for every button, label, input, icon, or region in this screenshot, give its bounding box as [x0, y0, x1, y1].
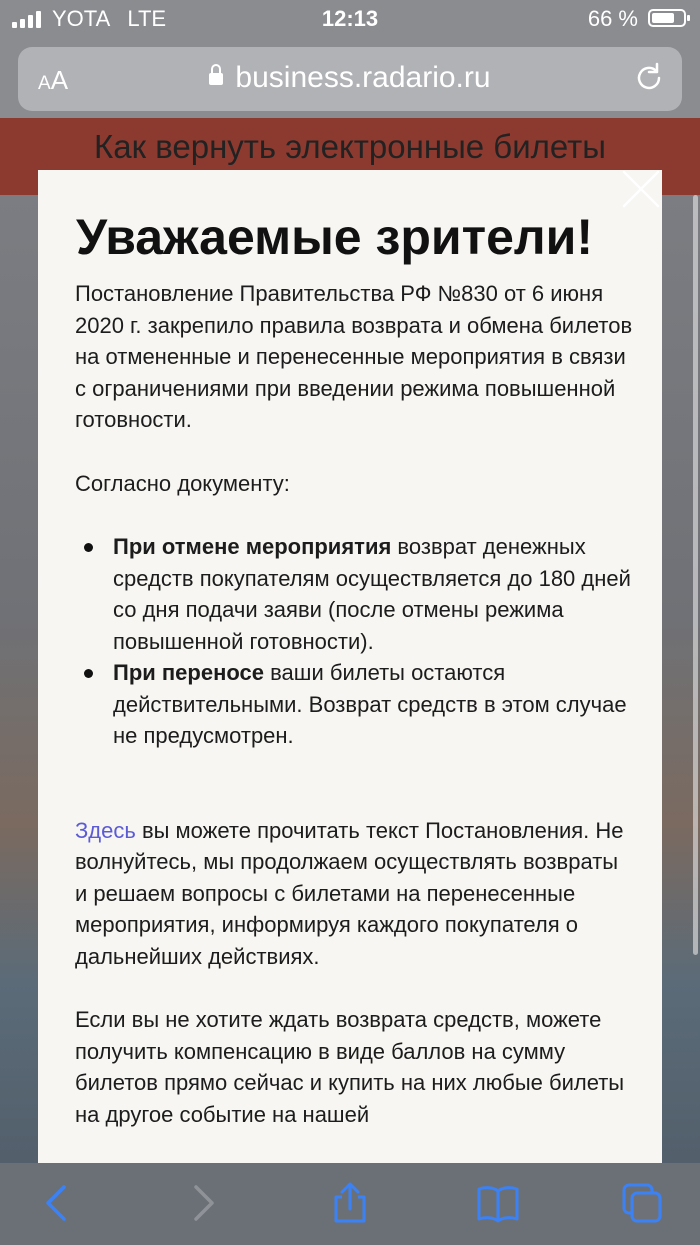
- bullet-text: возврат денежных средств покупателям осуществляется до 180 дней со дня подачи заяви (после отмены режима повышенной готовности).: [113, 534, 631, 654]
- bookmarks-icon[interactable]: [476, 1181, 520, 1225]
- clock: 12:13: [321, 6, 379, 31]
- intro-paragraph: Постановление Правительства РФ №830 от 6 июня 2020 г. закрепило правила возврата и обмена билетов на отмененные и перенесенные мероприятия в связи с ограничениями при введении режима повышенной готовности.: [75, 281, 633, 432]
- lock-icon: [209, 73, 223, 85]
- bullet-bold-text: При отмене мероприятия: [113, 534, 392, 559]
- reload-icon[interactable]: [632, 61, 666, 95]
- modal-body: [75, 278, 635, 1130]
- share-icon[interactable]: [328, 1181, 372, 1225]
- url-field[interactable]: [18, 61, 682, 95]
- browser-toolbar: [0, 1163, 700, 1245]
- notice-modal: [38, 170, 662, 1163]
- url-text: business.radario.ru: [235, 61, 491, 94]
- forward-icon[interactable]: [180, 1181, 224, 1225]
- bullet-bold-text: При переносе: [113, 660, 264, 685]
- decree-text: вы можете прочитать текст Постановления. Не волнуйтесь, мы продолжаем осуществлять возвраты и решаем вопросы с билетами на перенесенные мероприятия, информируя каждого покупателя о дальнейших действиях.: [75, 817, 624, 969]
- bullet-text: ваши билеты остаются действительными. Возврат средств в этом случае не предусмотрен.: [113, 660, 627, 748]
- status-bar: [0, 0, 700, 40]
- rules-list: [75, 531, 635, 752]
- page-heading: Как вернуть электронные билеты: [94, 128, 606, 165]
- battery-percent: 66 %: [587, 6, 638, 31]
- list-item: [113, 531, 635, 657]
- decree-link[interactable]: Здесь: [75, 817, 136, 843]
- text-size-button[interactable]: AA: [38, 65, 69, 95]
- carrier-label: YOTA LTE: [52, 6, 167, 31]
- tabs-icon[interactable]: [620, 1181, 664, 1225]
- compensation-paragraph: Если вы не хотите ждать возврата средств, можете получить компенсацию в виде баллов на сумму билетов прямо сейчас и купить на них любые билеты на другое событие на нашей: [75, 1007, 625, 1127]
- address-bar[interactable]: [18, 47, 682, 111]
- back-icon[interactable]: [36, 1181, 80, 1225]
- close-icon[interactable]: [620, 168, 662, 210]
- modal-title: Уважаемые зрители!: [76, 209, 594, 265]
- list-item: [113, 657, 635, 752]
- scroll-indicator[interactable]: [693, 195, 698, 955]
- according-paragraph: Согласно документу:: [75, 470, 290, 496]
- battery-icon: [648, 9, 686, 27]
- decree-paragraph: [75, 815, 635, 973]
